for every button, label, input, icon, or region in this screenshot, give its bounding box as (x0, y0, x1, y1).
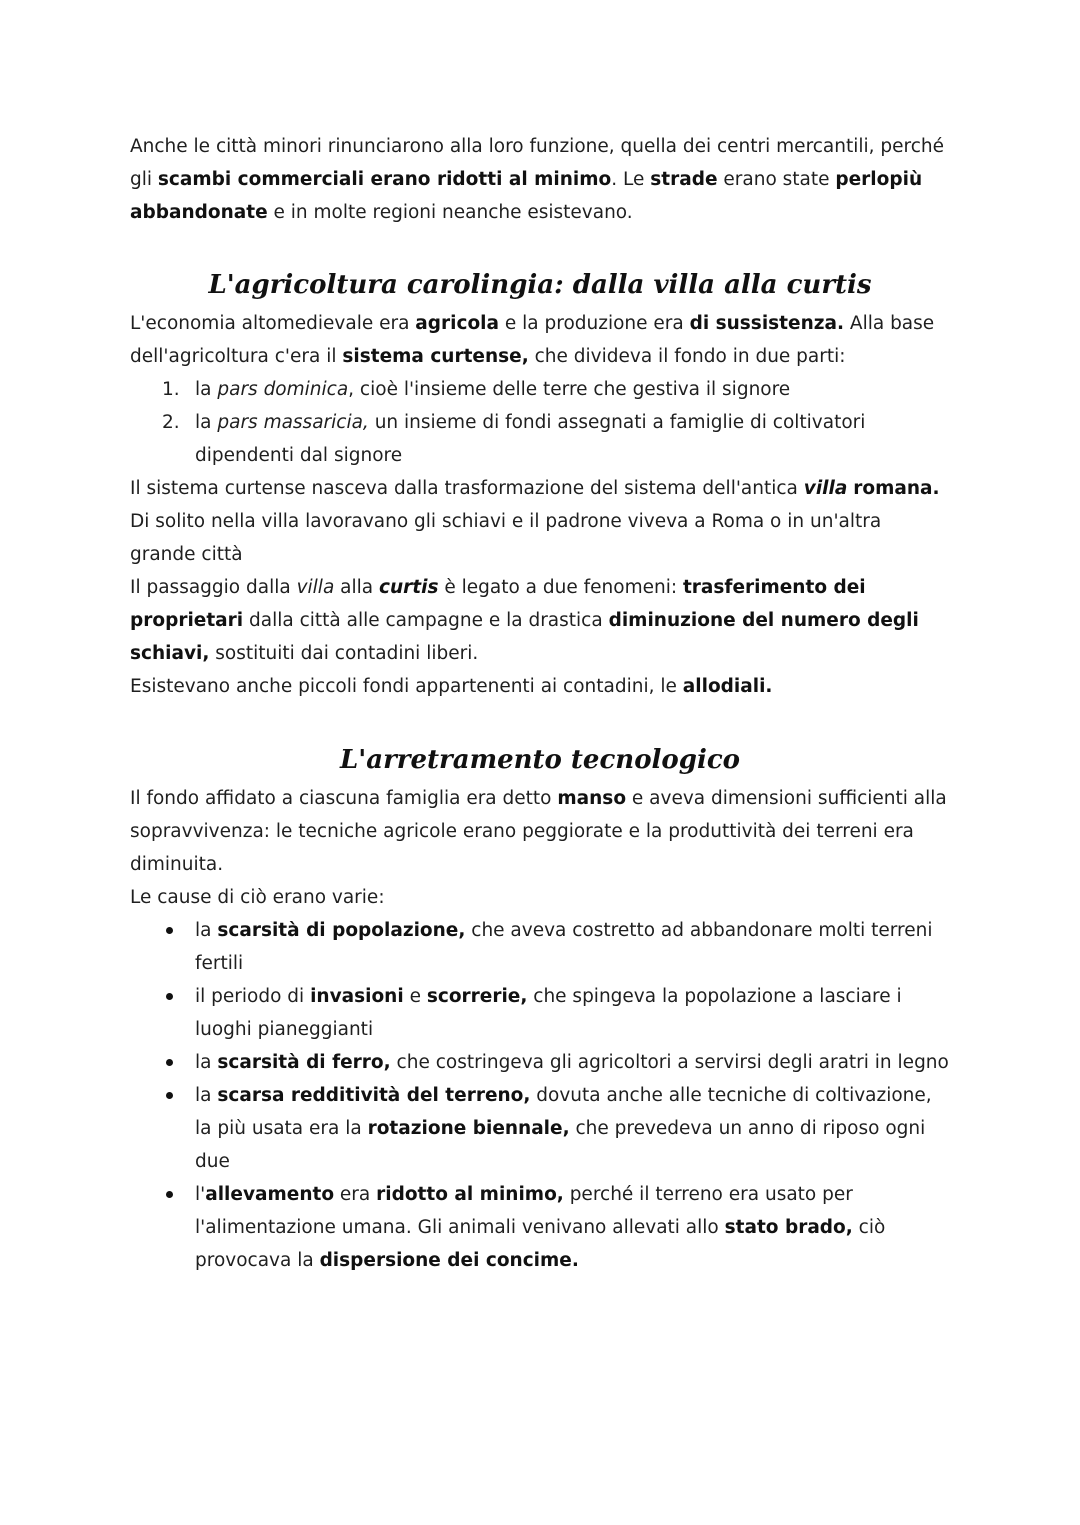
paragraph-cause: Le cause di ciò erano varie: (130, 887, 385, 908)
bullet-icon (166, 1191, 173, 1198)
bullet-icon (166, 1059, 173, 1066)
paragraph-villa-romana: Il sistema curtense nasceva dalla trasformazione del sistema dell'antica villa romana. Di solito nella villa lavoravano gli schiavi e il padrone viveva a Roma o in un'altra grande città (130, 478, 940, 565)
section-heading-agricoltura: L'agricoltura carolingia: dalla villa alla curtis (208, 270, 872, 300)
bullet-icon (166, 927, 173, 934)
paragraph-manso: Il fondo affidato a ciascuna famiglia era detto manso e aveva dimensioni sufficienti alla sopravvivenza: le tecniche agricole erano peggiorate e la produttività dei terreni era diminuita. (130, 788, 947, 875)
numbered-list-parti (130, 373, 950, 472)
paragraph-economia: L'economia altomedievale era agricola e la produzione era di sussistenza. Alla base dell'agricoltura c'era il sistema curtense, che divideva il fondo in due parti: (130, 313, 935, 367)
list-item: l'allevamento era ridotto al minimo, perché il terreno era usato per l'alimentazione umana. Gli animali venivano allevati allo stato brado, ciò provocava la dispersione dei concime. (130, 1178, 950, 1277)
list-item: il periodo di invasioni e scorrerie, che spingeva la popolazione a lasciare i luoghi pianeggianti (130, 980, 950, 1046)
bullet-icon (166, 1092, 173, 1099)
paragraph-allodiali: Esistevano anche piccoli fondi appartenenti ai contadini, le allodiali. (130, 676, 773, 697)
list-item: la scarsa redditività del terreno, dovuta anche alle tecniche di coltivazione, la più usata era la rotazione biennale, che prevedeva un anno di riposo ogni due (130, 1079, 950, 1178)
list-item: la scarsità di ferro, che costringeva gli agricoltori a servirsi degli aratri in legno (130, 1046, 950, 1079)
section-heading-arretramento: L'arretramento tecnologico (339, 745, 741, 775)
bullet-list-cause (130, 914, 950, 1277)
list-item: 1. la pars dominica, cioè l'insieme delle terre che gestiva il signore (162, 379, 791, 400)
paragraph-passaggio: Il passaggio dalla villa alla curtis è legato a due fenomeni: trasferimento dei proprietari dalla città alle campagne e la drastica diminuzione del numero degli schiavi, sostituiti dai contadini liberi. (130, 577, 919, 664)
list-item: 2. la pars massaricia, un insieme di fondi assegnati a famiglie di coltivatori dipendenti dal signore (162, 412, 866, 466)
document-page (130, 130, 950, 1277)
bullet-icon (166, 993, 173, 1000)
intro-paragraph: Anche le città minori rinunciarono alla loro funzione, quella dei centri mercantili, perché gli scambi commerciali erano ridotti al minimo. Le strade erano state perlopiù abbandonate e in molte regioni neanche esistevano. (130, 136, 945, 223)
list-item: la scarsità di popolazione, che aveva costretto ad abbandonare molti terreni fertili (130, 914, 950, 980)
